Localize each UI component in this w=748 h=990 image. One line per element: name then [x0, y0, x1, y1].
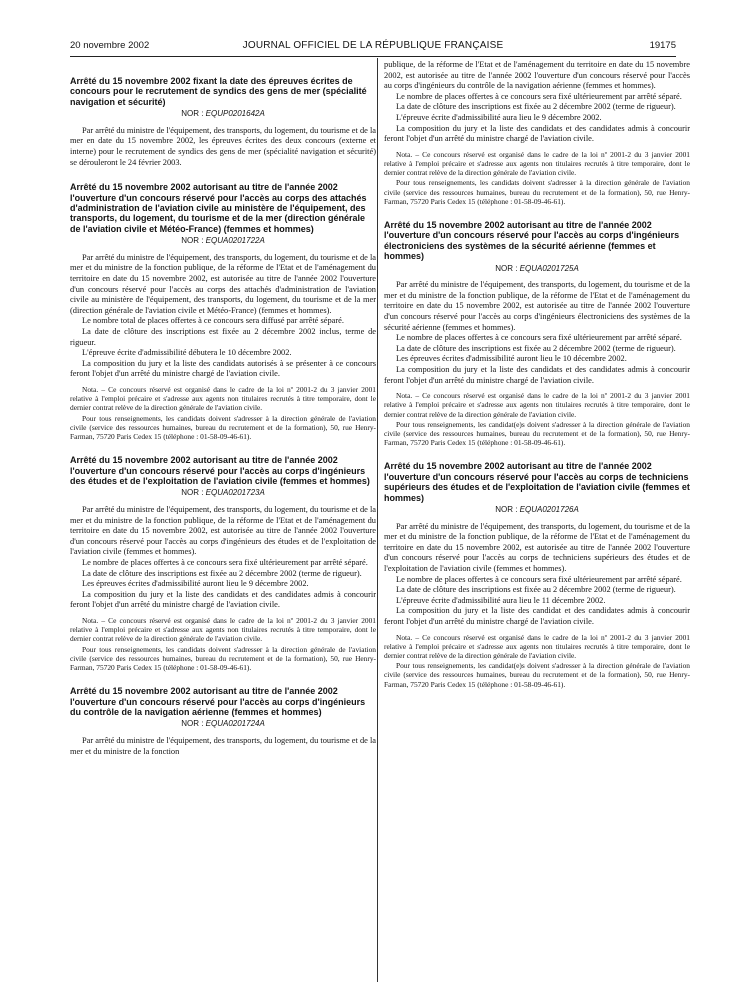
- decree-article: [70, 686, 376, 757]
- decree-paragraph: Le nombre total de places offertes à ce concours sera diffusé par arrêté séparé.: [82, 316, 344, 326]
- decree-article: [384, 461, 690, 688]
- nor-reference: [384, 264, 690, 275]
- decree-article: [70, 76, 376, 168]
- decree-title: Arrêté du 15 novembre 2002 fixant la date des épreuves écrites de concours pour le recrutement de syndics des gens de mer (spécialité navigation et sécurité): [70, 76, 367, 107]
- decree-note: Nota. – Ce concours réservé est organisé dans le cadre de la loi nº 2001-2 du 3 janvier 2001 relative à l'emploi précaire et s'adresse aux agents non titulaires recrutés à titre temporaire, dont le dernier contrat relève de la direction générale de l'aviation civile.: [384, 149, 690, 178]
- continued-article: [384, 60, 690, 206]
- nor-label: NOR :: [495, 504, 518, 514]
- decree-paragraph: Le nombre de places offertes à ce concours sera fixé ultérieurement par arrêté séparé.: [82, 557, 368, 567]
- decree-paragraph: La date de clôture des inscriptions est fixée au 2 décembre 2002 (terme de rigueur).: [396, 102, 676, 112]
- decree-paragraph: La composition du jury et la liste des candidat et des candidates admis à concourir feront l'objet d'un arrêté du ministre chargé de l'aviation civile.: [384, 606, 690, 626]
- decree-note: Pour tous renseignements, les candidat(e)s doivent s'adresser à la direction générale de l'aviation civile (service des ressources humaines, bureau du recrutement et de la formation), 50, rue Henry-Farman, 75720 Paris Cedex 15 (téléphone : 01-58-09-46-61).: [384, 661, 690, 689]
- decree-paragraph: La date de clôture des inscriptions est fixée au 2 décembre 2002 (terme de rigueur).: [82, 568, 362, 578]
- decree-article: [70, 182, 376, 441]
- header-date: 20 novembre 2002: [70, 40, 150, 51]
- decree-title: Arrêté du 15 novembre 2002 autorisant au titre de l'année 2002 l'ouverture d'un concours réservé pour l'accès au corps d'ingénieurs électroniciens des systèmes de la sécurité aérienne (femmes et hommes): [384, 219, 680, 262]
- decree-note: Nota. – Ce concours réservé est organisé dans le cadre de la loi nº 2001-2 du 3 janvier 2001 relative à l'emploi précaire et s'adresse aux agents non titulaires recrutés à titre temporaire, dont le dernier contrat relève de la direction générale de l'aviation civile.: [384, 632, 690, 660]
- journal-title: JOURNAL OFFICIEL DE LA RÉPUBLIQUE FRANÇAISE: [242, 40, 504, 51]
- decree-note: Pour tous renseignements, les candidats doivent s'adresser à la direction générale de l'aviation civile (service des ressources humaines, bureau du recrutement et de la formation), 50, rue Henry-Farman, 75720 Paris Cedex 15 (téléphone : 01-58-09-46-61).: [70, 644, 376, 672]
- decree-paragraph: La date de clôture des inscriptions est fixée au 2 décembre 2002 inclus, terme de rigueur.: [70, 326, 376, 347]
- nor-label: NOR :: [181, 488, 204, 498]
- decree-note: Nota. – Ce concours réservé est organisé dans le cadre de la loi nº 2001-2 du 3 janvier 2001 relative à l'emploi précaire et s'adresse aux agents non titulaires recrutés à titre temporaire, dont le dernier contrat relève de la direction générale de l'aviation civile.: [384, 391, 690, 419]
- decree-paragraph: La composition du jury et la liste des candidats et des candidates admis à concourir feront l'objet d'un arrêté du ministre chargé de l'aviation civile.: [384, 123, 690, 144]
- page-number: 19175: [649, 40, 676, 51]
- decree-paragraph: La composition du jury et la liste des candidats et des candidates admis à concourir feront l'objet d'un arrêté du ministre chargé de l'aviation civile.: [384, 364, 690, 385]
- nor-label: NOR :: [181, 236, 204, 246]
- decree-paragraph: L'épreuve écrite d'admissibilité aura lieu le 11 décembre 2002.: [396, 595, 606, 605]
- nor-code: EQUA0201726A: [519, 504, 579, 514]
- decree-paragraph: Par arrêté du ministre de l'équipement, des transports, du logement, du tourisme et de la mer et du ministre de la fonction publique, de la réforme de l'Etat et de l'aménagement du territoire en date du 15 novembre 2002, est autorisée au titre de l'année 2002 l'ouverture d'un concours réservé pour l'accès au corps d'ingénieurs électroniciens des systèmes de la sécurité aérienne (femmes et hommes).: [384, 280, 690, 332]
- column-separator: [377, 58, 378, 982]
- decree-title: Arrêté du 15 novembre 2002 autorisant au titre de l'année 2002 l'ouverture d'un concours réservé pour l'accès au corps d'ingénieurs du contrôle de la navigation aérienne (femmes et hommes): [70, 686, 366, 717]
- decree-paragraph: Les épreuves écrites d'admissibilité auront lieu le 10 décembre 2002.: [396, 354, 627, 364]
- running-header: [70, 40, 676, 54]
- nor-reference: [70, 109, 376, 120]
- column-left: [70, 76, 376, 771]
- nor-code: EQUA0201724A: [205, 719, 265, 729]
- decree-paragraph: Par arrêté du ministre de l'équipement, des transports, du logement, du tourisme et de la mer et du ministre de la fonction: [70, 735, 376, 756]
- nor-reference: [70, 719, 376, 730]
- decree-note: Nota. – Ce concours réservé est organisé dans le cadre de la loi nº 2001-2 du 3 janvier 2001 relative à l'emploi précaire et s'adresse aux agents non titulaires recrutés à titre temporaire, dont le dernier contrat relève de la direction générale de l'aviation civile.: [70, 615, 376, 644]
- decree-note: Pour tous renseignements, les candidat(e)s doivent s'adresser à la direction générale de l'aviation civile (service des ressources humaines, bureau du recrutement et de la formation), 50, rue Henry-Farman, 75720 Paris Cedex 15 (téléphone : 01-58-09-46-61).: [384, 419, 690, 448]
- nor-reference: [384, 505, 690, 516]
- decree-paragraph: L'épreuve écrite d'admissibilité débutera le 10 décembre 2002.: [82, 348, 292, 358]
- decree-paragraph: Les épreuves écrites d'admissibilité auront lieu le 9 décembre 2002.: [82, 579, 309, 589]
- decree-paragraph: Par arrêté du ministre de l'équipement, des transports, du logement, du tourisme et de la mer et du ministre de la fonction publique, de la réforme de l'Etat et de l'aménagement du territoire en date du 15 novembre 2002, est autorisée au titre de l'année 2002 l'ouverture d'un concours réservé pour l'accès au corps d'ingénieurs des études et de l'exploitation de l'aviation civile (femmes et hommes).: [70, 504, 376, 557]
- decree-paragraph: La date de clôture des inscriptions est fixée au 2 décembre 2002 (terme de rigueur).: [396, 585, 676, 595]
- decree-paragraph: Le nombre de places offertes à ce concours sera fixé ultérieurement par arrêté séparé.: [396, 574, 682, 584]
- decree-paragraph: L'épreuve écrite d'admissibilité aura lieu le 9 décembre 2002.: [396, 112, 602, 122]
- decree-note: Nota. – Ce concours réservé est organisé dans le cadre de la loi nº 2001-2 du 3 janvier 2001 relative à l'emploi précaire et s'adresse aux agents non titulaires recrutés à titre temporaire, dont le dernier contrat relève de la direction générale de l'aviation civile.: [70, 384, 376, 413]
- decree-note: Pour tous renseignements, les candidats doivent s'adresser à la direction générale de l'aviation civile (service des ressources humaines, bureau du recrutement et de la formation), 50, rue Henry-Farman, 75720 Paris Cedex 15 (téléphone : 01-58-09-46-61).: [384, 178, 690, 206]
- header-rule: [70, 56, 676, 57]
- decree-note: Pour tous renseignements, les candidats doivent s'adresser à la direction générale de l'aviation civile (service des ressources humaines, bureau du recrutement et de la formation), 50, rue Henry-Farman, 75720 Paris Cedex 15 (téléphone : 01-58-09-46-61).: [70, 413, 376, 441]
- decree-paragraph: La composition du jury et la liste des candidats et des candidates admis à concourir feront l'objet d'un arrêté du ministre chargé de l'aviation civile.: [70, 589, 376, 610]
- nor-reference: [70, 236, 376, 247]
- nor-code: EQUP0201642A: [205, 109, 265, 119]
- decree-paragraph: publique, de la réforme de l'Etat et de l'aménagement du territoire en date du 15 novembre 2002, est autorisée au titre de l'année 2002 l'ouverture d'un concours réservé pour l'accès au corps d'ingénieurs du contrôle de la navigation aérienne (femmes et hommes).: [384, 60, 690, 91]
- nor-code: EQUA0201723A: [205, 488, 265, 498]
- nor-code: EQUA0201722A: [205, 236, 265, 246]
- nor-label: NOR :: [181, 719, 204, 729]
- decree-paragraph: Par arrêté du ministre de l'équipement, des transports, du logement, du tourisme et de la mer en date du 15 novembre 2002, les épreuves écrites des deux concours (externe et interne) pour le recrutement de syndics des gens de mer (spécialité navigation et sécurité) se dérouleront le 24 février 2003.: [70, 125, 376, 167]
- decree-paragraph: Le nombre de places offertes à ce concours sera fixé ultérieurement par arrêté séparé.: [396, 333, 682, 343]
- nor-reference: [70, 488, 376, 499]
- decree-paragraph: La date de clôture des inscriptions est fixée au 2 décembre 2002 (terme de rigueur).: [396, 343, 676, 353]
- decree-paragraph: Par arrêté du ministre de l'équipement, des transports, du logement, du tourisme et de la mer et du ministre de la fonction publique, de la réforme de l'Etat et de l'aménagement du territoire en date du 15 novembre 2002, est autorisée au titre de l'année 2002 l'ouverture d'un concours réservé pour l'accès au corps de techniciens supérieurs des études et de l'exploitation de l'aviation civile (femmes et hommes).: [384, 521, 690, 573]
- nor-label: NOR :: [181, 109, 204, 119]
- column-right: [384, 60, 690, 703]
- decree-paragraph: Par arrêté du ministre de l'équipement, des transports, du logement, du tourisme et de la mer et du ministre de la fonction publique, de la réforme de l'Etat et de l'aménagement du territoire en date du 15 novembre 2002, est autorisée au titre de l'année 2002 l'ouverture d'un concours réservé pour l'accès au corps des attachés d'administration de l'aviation civile au ministère de l'équipement, des transports, du logement, du tourisme et de la mer (direction générale de l'aviation civile et Météo-France) (femmes et hommes).: [70, 252, 376, 315]
- nor-label: NOR :: [495, 263, 518, 273]
- decree-title: Arrêté du 15 novembre 2002 autorisant au titre de l'année 2002 l'ouverture d'un concours réservé pour l'accès au corps de techniciens supérieurs des études et de l'exploitation de l'aviation civile (femmes et hommes): [384, 461, 690, 503]
- decree-article: [384, 220, 690, 447]
- decree-paragraph: Le nombre de places offertes à ce concours sera fixé ultérieurement par arrêté séparé.: [396, 91, 682, 101]
- nor-code: EQUA0201725A: [519, 263, 579, 273]
- decree-title: Arrêté du 15 novembre 2002 autorisant au titre de l'année 2002 l'ouverture d'un concours réservé pour l'accès au corps d'ingénieurs des études et de l'exploitation de l'aviation civile (femmes et hommes): [70, 455, 370, 486]
- decree-paragraph: La composition du jury et la liste des candidats autorisés à se présenter à ce concours feront l'objet d'un arrêté du ministre chargé de l'aviation civile.: [70, 358, 376, 379]
- decree-article: [70, 455, 376, 672]
- decree-title: Arrêté du 15 novembre 2002 autorisant au titre de l'année 2002 l'ouverture d'un concours réservé pour l'accès au corps des attachés d'administration de l'aviation civile au ministère de l'équipement, des transports, du logement, du tourisme et de la mer (direction générale de l'aviation civile et Météo-France) (femmes et hommes): [70, 182, 367, 234]
